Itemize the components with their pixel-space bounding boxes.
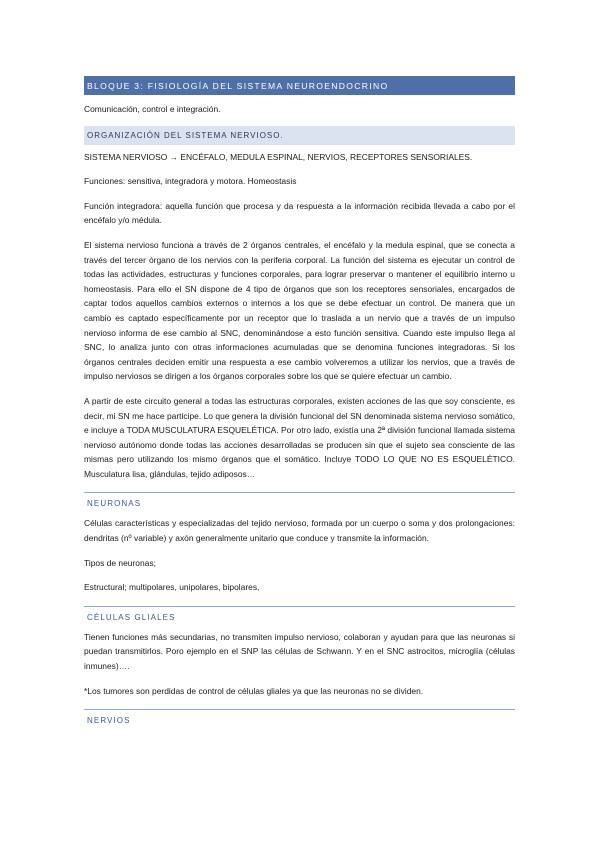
glia-note: *Los tumores son perdidas de control de células gliales ya que las neuronas no se dividen. (84, 685, 424, 696)
neuronas-structural: Estructural; multipolares, unipolares, bipolares, (84, 582, 260, 593)
neuronas-description: Células características y especializadas del tejido nervioso, formada por un cuerpo o soma y dos prolongaciones: dendritas (nº variable) y axón generalmente unitario que conduce y transmite la información. (84, 518, 515, 544)
section-title-nervios: NERVIOS (84, 709, 515, 728)
integrative-definition: Función integradora: aquella función que procesa y da respuesta a la información recibida llevada a cabo por el encéfalo y/o médula. (84, 200, 515, 226)
functions-line: Funciones: sensitiva, integradora y motora. Homeostasis (84, 176, 297, 187)
document-content (84, 76, 515, 728)
glia-description: Tienen funciones más secundarias, no transmiten impulso nervioso, colaboran y ayudan para que las neuronas si puedan transmitirlos. Poro ejemplo en el SNP las células de Schwann. Y en el SNC astrocitos, microglía (células inmunes)…. (84, 631, 515, 672)
paragraph-division-funcional: A partir de este circuito general a todas las estructuras corporales, existen acciones de las que soy consciente, es decir, mi SN me hace participe. Lo que genera la división funcional del SN denominada sistema nervioso somático, e incluye a TODA MUSCULATURA ESQUELÉTICA. Por otro lado, existía una 2ª división funcional llamada sistema nervioso autónomo donde todas las acciones desarrolladas se producen sin que el sujeto sea consciente de las mismas pero utilizando los mismo órganos que el somático. Incluye TODO LO QUE NO ES ESQUELÉTICO. Musculatura lisa, glándulas, tejido adiposos… (84, 395, 515, 479)
section-title-organizacion: ORGANIZACIÓN DEL SISTEMA NERVIOSO. (84, 126, 515, 145)
components-line: SISTEMA NERVIOSO → ENCÉFALO, MEDULA ESPINAL, NERVIOS, RECEPTORES SENSORIALES. (84, 151, 473, 162)
intro-text: Comunicación, control e integración. (84, 104, 221, 114)
bloque-title: BLOQUE 3: FISIOLOGÍA DEL SISTEMA NEUROENDOCRINO (84, 76, 515, 95)
paragraph-sistema-nervioso: El sistema nervioso funciona a través de 2 órganos centrales, el encéfalo y la medula espinal, que se conecta a través del tercer órgano de los nervios con la periferia corporal. La función del sistema es ejecutar un control de todas las actividades, estructuras y funciones corporales, para lograr preservar o mantener el equilibrio interno u homeostasis. Para ello el SN dispone de 4 tipo de órganos que son los receptores sensoriales, encargados de captar todos aquellos cambios externos o internos a los que se debe efectuar un control. De manera que un cambio es captado específicamente por un receptor que lo traslada a un nervio que a través de un impulso nervioso informa de ese cambio al SNC, denominándose a esto función sensitiva. Cuando este impulso llega al SNC, lo analiza junto con otras informaciones acumuladas que se denomina funciones integradoras. Si los órganos centrales deciden emitir una respuesta a ese cambio volveremos a utilizar los nervios, que a través de impulso nerviosos se dirigen a los órganos corporales sobre los que se quiere efectuar un cambio. (84, 239, 515, 382)
section-title-neuronas: NEURONAS (84, 492, 515, 511)
neuronas-types-heading: Tipos de neuronas; (84, 557, 156, 568)
section-title-celulas-gliales: CÉLULAS GLIALES (84, 606, 515, 625)
